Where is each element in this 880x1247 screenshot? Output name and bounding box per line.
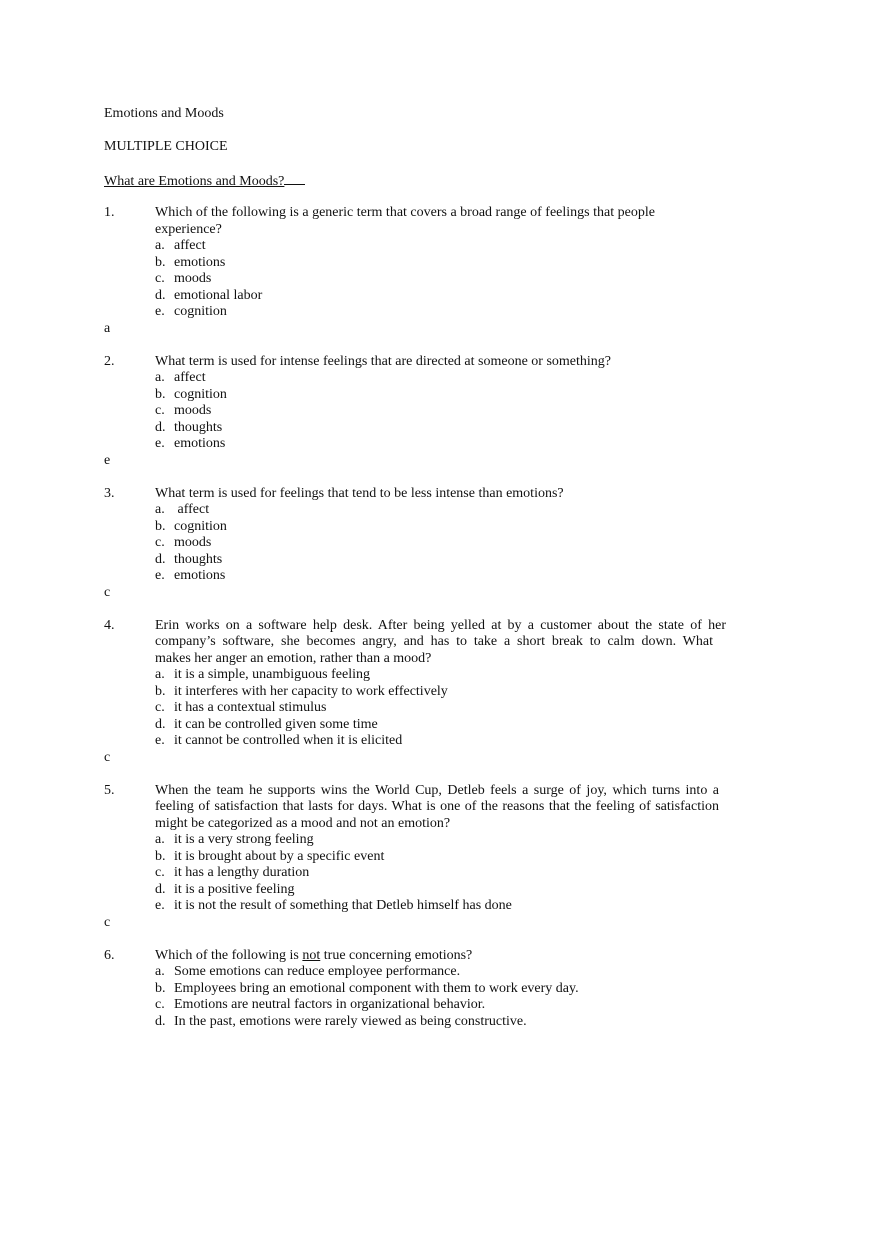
question-text-line: company’s software, she becomes angry, and has to take a short break to calm down. What <box>155 634 713 649</box>
answer-key: a <box>104 321 111 336</box>
section-heading: MULTIPLE CHOICE <box>104 139 228 154</box>
option: d. thoughts <box>155 552 223 567</box>
question-number: 1. <box>104 205 115 220</box>
option: a. it is a very strong feeling <box>155 832 314 847</box>
option: e. it cannot be controlled when it is elicited <box>155 733 403 748</box>
option: e. cognition <box>155 304 227 319</box>
option: a. affect <box>155 238 206 253</box>
document-title: Emotions and Moods <box>104 106 224 121</box>
question-text-line: experience? <box>155 222 222 237</box>
question-text-line: What term is used for intense feelings that are directed at someone or something? <box>155 354 612 369</box>
question-text-line: Which of the following is a generic term that covers a broad range of feelings that people <box>155 205 655 220</box>
question-text-line: feeling of satisfaction that lasts for days. What is one of the reasons that the feeling of satisfaction <box>155 799 719 814</box>
option: a. it is a simple, unambiguous feeling <box>155 667 370 682</box>
option: c. moods <box>155 535 212 550</box>
option: e. emotions <box>155 568 226 583</box>
question-number: 2. <box>104 354 115 369</box>
question-number: 6. <box>104 948 115 963</box>
question-number: 5. <box>104 783 115 798</box>
question-number: 4. <box>104 618 115 633</box>
emphasis-not: not <box>302 948 321 963</box>
option: b. Employees bring an emotional component with them to work every day. <box>155 981 579 996</box>
option: d. thoughts <box>155 420 223 435</box>
option: d. it can be controlled given some time <box>155 717 378 732</box>
option: b. it is brought about by a specific event <box>155 849 385 864</box>
option: b. it interferes with her capacity to work effectively <box>155 684 448 699</box>
question-text-line: What term is used for feelings that tend to be less intense than emotions? <box>155 486 564 501</box>
question-text-line: makes her anger an emotion, rather than a mood? <box>155 651 432 666</box>
answer-key: c <box>104 750 111 765</box>
option: d. it is a positive feeling <box>155 882 295 897</box>
option: e. emotions <box>155 436 226 451</box>
option: a. affect <box>155 370 206 385</box>
option: c. it has a lengthy duration <box>155 865 310 880</box>
option: b. cognition <box>155 387 227 402</box>
question-text-line: Which of the following is not true concerning emotions? <box>155 948 473 963</box>
option: d. emotional labor <box>155 288 263 303</box>
question-text-line: When the team he supports wins the World Cup, Detleb feels a surge of joy, which turns into a <box>155 783 719 798</box>
option: c. moods <box>155 271 212 286</box>
option: c. it has a contextual stimulus <box>155 700 327 715</box>
option: b. emotions <box>155 255 226 270</box>
answer-key: c <box>104 915 111 930</box>
question-number: 3. <box>104 486 115 501</box>
option: a. Some emotions can reduce employee performance. <box>155 964 461 979</box>
question-text-line: might be categorized as a mood and not an emotion? <box>155 816 451 831</box>
answer-key: e <box>104 453 111 468</box>
subsection-heading-text: What are Emotions and Moods? <box>104 174 285 189</box>
question-text-line: Erin works on a software help desk. After being yelled at by a customer about the state of her <box>155 618 726 633</box>
answer-key: c <box>104 585 111 600</box>
option: d. In the past, emotions were rarely viewed as being constructive. <box>155 1014 527 1029</box>
option: b. cognition <box>155 519 227 534</box>
option: c. Emotions are neutral factors in organizational behavior. <box>155 997 486 1012</box>
option: e. it is not the result of something that Detleb himself has done <box>155 898 512 913</box>
option: c. moods <box>155 403 212 418</box>
option: a. affect <box>155 502 210 517</box>
subsection-heading <box>104 172 305 190</box>
